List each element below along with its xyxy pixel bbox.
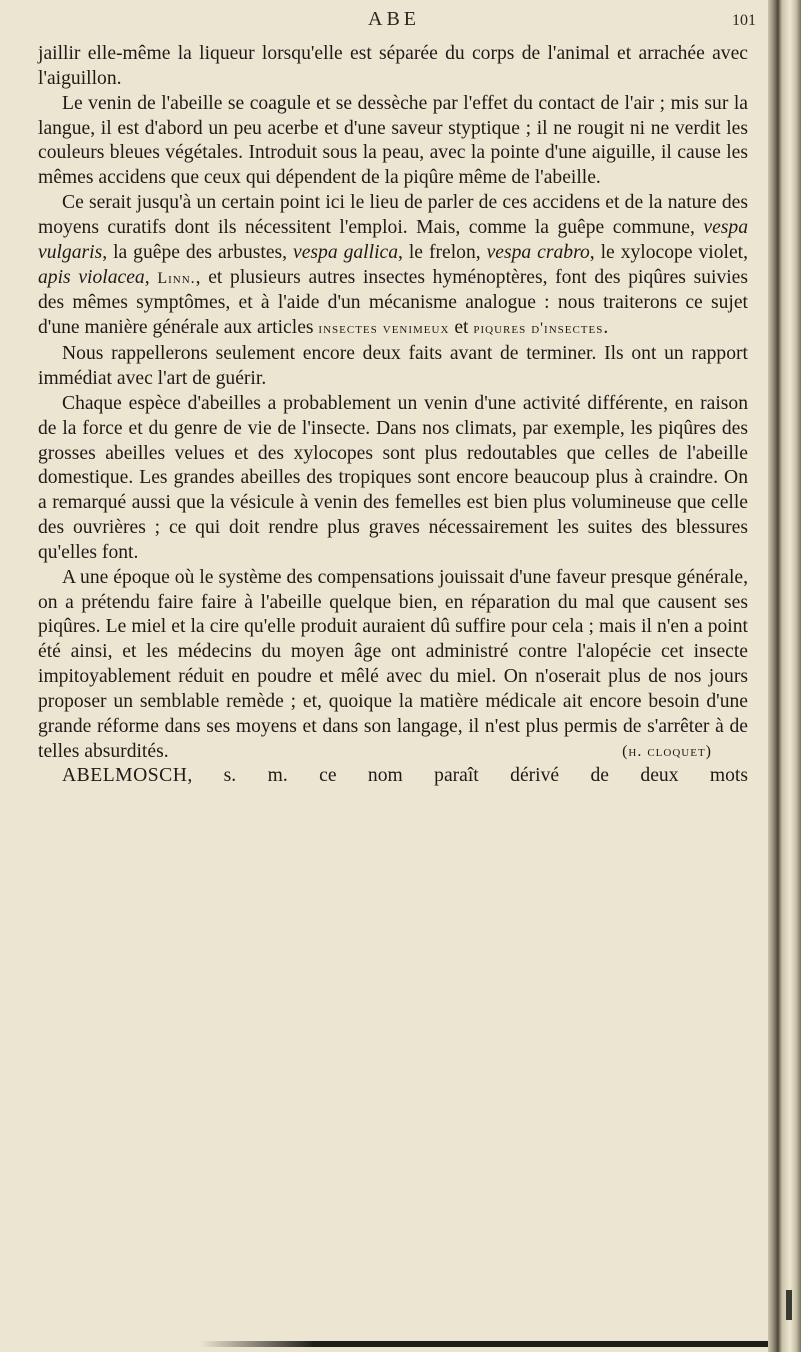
page-number: 101: [732, 12, 756, 29]
paragraph: [38, 392, 748, 566]
italic-term: vespa vulgaris: [38, 216, 748, 263]
paragraph: [38, 191, 748, 342]
small-caps-term: insectes venimeux: [318, 320, 450, 338]
text-run: Le venin de l'abeille se coagule et se dessèche par l'effet du contact de l'air ; mis sur la langue, il est d'abord un peu acerbe et d'une saveur styptique ; il ne rougit ni ne verdit les couleurs bleues végétales. Introduit sous la peau, avec la pointe d'une aiguille, il cause les mêmes accidens que ceux qui dépendent de la piqûre même de l'abeille.: [38, 92, 748, 189]
text-run: Nous rappellerons seulement encore deux faits avant de terminer. Ils ont un rapport immédiat avec l'art de guérir.: [38, 343, 748, 389]
running-title: ABE: [368, 8, 420, 30]
running-header: [32, 8, 756, 36]
italic-term: vespa crabro: [486, 241, 590, 263]
small-caps-term: piqures d'insectes: [473, 320, 604, 338]
text-run: , s. m. ce nom paraît dérivé de deux mots: [187, 765, 748, 787]
paragraph: [38, 92, 748, 191]
text-run: A une époque où le système des compensations jouissait d'une faveur presque générale, on a prétendu faire faire à l'abeille quelque bien, en réparation du mal que causent ses piqûres. Le miel et la cire qu'elle produit auraient dû suffire pour cela ; mais il n'en a point été ainsi, et les médecins du moyen âge ont administré contre l'alopécie cet insecte impitoyablement réduit en poudre et mêlé avec du miel. On n'oserait plus de nos jours proposer un semblable remède ; et, quoique la matière médicale ait encore besoin d'une grande réforme dans ses moyens et dans son langage, il n'est plus permis de s'arrêter à de telles absurdités.: [38, 566, 748, 762]
entry-headword: ABELMOSCH: [62, 765, 188, 787]
book-spine-edge: [768, 0, 801, 1352]
author-signature: (h. cloquet): [622, 742, 712, 760]
small-caps-term: Linn.: [157, 269, 196, 287]
text-run: , le xylocope violet,: [589, 241, 748, 263]
text-run: , la guêpe des arbustes,: [102, 241, 294, 263]
italic-term: vespa gallica: [293, 241, 399, 263]
text-run: Ce serait jusqu'à un certain point ici le lieu de parler de ces accidens et de la nature des moyens curatifs dont ils nécessitent l'emploi. Mais, comme la guêpe commune,: [38, 192, 748, 238]
paragraph: [38, 42, 748, 92]
paragraph: [38, 764, 748, 789]
text-run: .: [603, 317, 609, 339]
paragraph: [38, 566, 748, 765]
text-run: ,: [144, 266, 158, 288]
italic-term: apis violacea: [38, 266, 145, 288]
page-bottom-shadow: [200, 1341, 768, 1347]
body-text: [38, 42, 748, 789]
edge-mark: [786, 1290, 792, 1320]
text-run: jaillir elle-même la liqueur lorsqu'elle est séparée du corps de l'animal et arrachée avec l'aiguillon.: [38, 43, 748, 89]
text-run: et: [449, 317, 474, 339]
text-run: , le frelon,: [398, 241, 487, 263]
text-run: Chaque espèce d'abeilles a probablement un venin d'une activité différente, en raison de la force et du genre de vie de l'insecte. Dans nos climats, par exemple, les piqûres des grosses abeilles velues et des xylocopes sont plus redoutables que celles de l'abeille domestique. Les grandes abeilles des tropiques sont encore beaucoup plus à craindre. On a remarqué aussi que la vésicule à venin des femelles est bien plus volumineuse que celle des ouvrières ; ce qui doit rendre plus graves nécessairement les suites des blessures qu'elles font.: [38, 392, 748, 563]
paragraph: [38, 342, 748, 392]
text-run: , et plusieurs autres insectes hyménoptères, font des piqûres suivies des mêmes symptômes, et à l'aide d'un mécanisme analogue : nous traiterons ce sujet d'une manière générale aux articles: [38, 266, 749, 339]
